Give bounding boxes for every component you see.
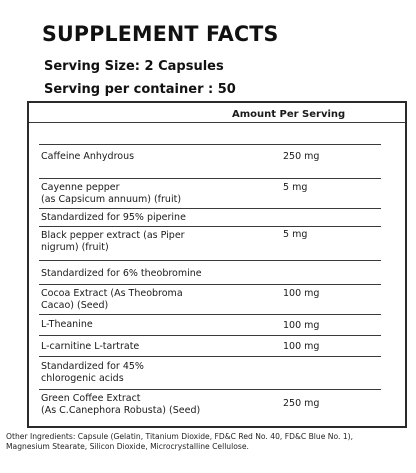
other-ingredients: Other Ingredients: Capsule (Gelatin, Titanium Dioxide, FD&C Red No. 40, FD&C Blue No. 1), Magnesium Stearate, Silicon Dioxide, Microcrystalline Cellulose. [6,432,354,451]
serving-per-container: Serving per container : 50 [44,82,236,97]
ingredient-name: Cocoa Extract (As Theobroma Cacao) (Seed) [41,288,183,311]
table-row [39,261,381,285]
table-row [39,285,381,315]
supplement-facts-table [27,101,407,428]
table-row [39,315,381,336]
ingredient-name: Black pepper extract (as Piper nigrum) (fruit) [41,230,185,253]
serving-size: Serving Size: 2 Capsules [44,59,224,74]
table-row [39,179,381,209]
table-row [39,357,381,390]
ingredient-name: Standardized for 6% theobromine [41,268,202,279]
ingredient-amount: 5 mg [283,182,308,193]
ingredient-amount: 250 mg [283,398,320,409]
ingredient-amount: 100 mg [283,320,320,331]
table-row [39,227,381,261]
ingredient-amount: 100 mg [283,288,320,299]
table-row [39,336,381,357]
ingredient-name: L-Theanine [41,319,93,330]
ingredient-amount: 250 mg [283,151,320,162]
ingredient-name: Standardized for 45% chlorogenic acids [41,361,144,384]
ingredient-name: Standardized for 95% piperine [41,212,186,223]
table-spacer-row [39,123,381,145]
table-header-row [29,103,405,123]
table-row [39,209,381,227]
page-title: SUPPLEMENT FACTS [42,22,279,46]
ingredient-name: L-carnitine L-tartrate [41,341,140,352]
ingredient-name: Caffeine Anhydrous [41,151,135,162]
table-row [39,145,381,179]
table-row [39,390,381,426]
ingredient-amount: 100 mg [283,341,320,352]
ingredient-amount: 5 mg [283,229,308,240]
ingredient-name: Cayenne pepper (as Capsicum annuum) (fruit) [41,182,182,205]
amount-per-serving-header: Amount Per Serving [232,109,346,120]
ingredient-name: Green Coffee Extract (As C.Canephora Robusta) (Seed) [41,393,201,416]
